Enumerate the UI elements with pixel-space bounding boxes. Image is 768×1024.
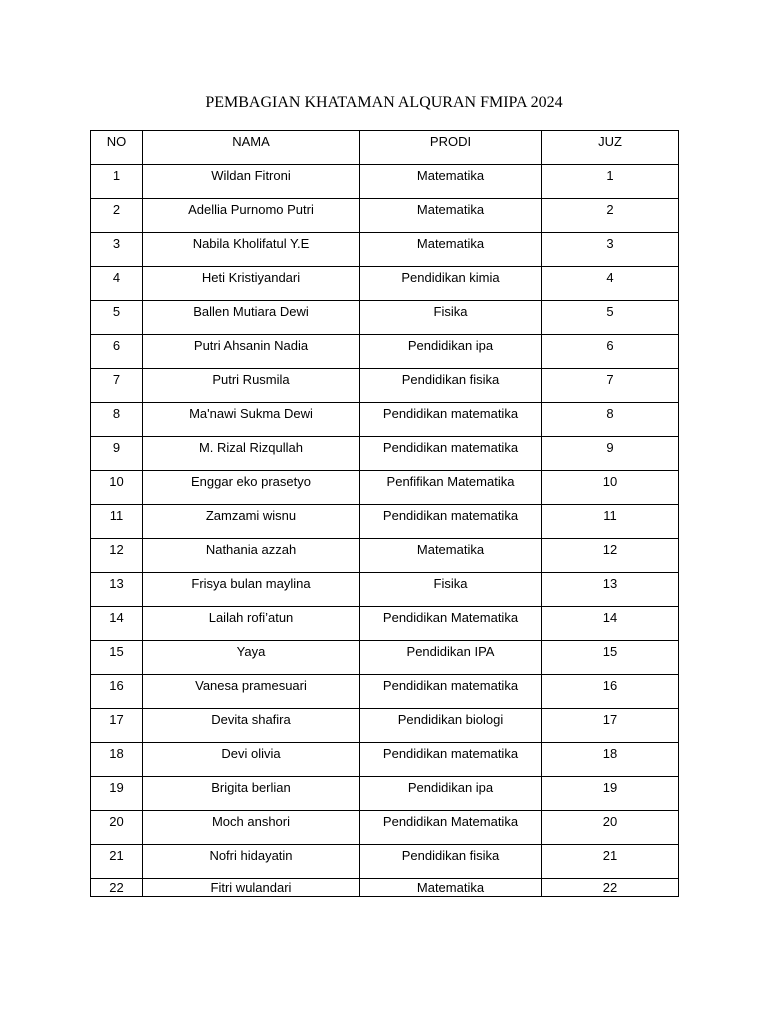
- cell-juz: 9: [542, 437, 679, 471]
- cell-no: 10: [91, 471, 143, 505]
- cell-nama: Ballen Mutiara Dewi: [143, 301, 360, 335]
- cell-juz: 3: [542, 233, 679, 267]
- cell-nama: Moch anshori: [143, 811, 360, 845]
- cell-nama: Putri Rusmila: [143, 369, 360, 403]
- table-row: [91, 539, 679, 573]
- cell-prodi: Fisika: [360, 301, 542, 335]
- cell-no: 2: [91, 199, 143, 233]
- cell-prodi: Pendidikan matematika: [360, 675, 542, 709]
- cell-prodi: Pendidikan ipa: [360, 777, 542, 811]
- cell-juz: 15: [542, 641, 679, 675]
- cell-no: 6: [91, 335, 143, 369]
- table-row: [91, 879, 679, 897]
- table-body: [91, 165, 679, 897]
- table-row: [91, 437, 679, 471]
- column-header-prodi: PRODI: [360, 131, 542, 165]
- cell-juz: 2: [542, 199, 679, 233]
- cell-juz: 6: [542, 335, 679, 369]
- cell-no: 4: [91, 267, 143, 301]
- table-row: [91, 845, 679, 879]
- table-row: [91, 335, 679, 369]
- khataman-table: [90, 130, 679, 897]
- cell-prodi: Pendidikan IPA: [360, 641, 542, 675]
- cell-juz: 19: [542, 777, 679, 811]
- table-row: [91, 709, 679, 743]
- cell-no: 21: [91, 845, 143, 879]
- cell-prodi: Pendidikan fisika: [360, 845, 542, 879]
- table-row: [91, 743, 679, 777]
- cell-prodi: Fisika: [360, 573, 542, 607]
- cell-nama: M. Rizal Rizqullah: [143, 437, 360, 471]
- table-row: [91, 675, 679, 709]
- cell-prodi: Pendidikan fisika: [360, 369, 542, 403]
- table-row: [91, 199, 679, 233]
- cell-no: 13: [91, 573, 143, 607]
- cell-no: 18: [91, 743, 143, 777]
- cell-prodi: Pendidikan matematika: [360, 505, 542, 539]
- column-header-no: NO: [91, 131, 143, 165]
- cell-juz: 22: [542, 879, 679, 897]
- cell-nama: Devita shafira: [143, 709, 360, 743]
- cell-no: 19: [91, 777, 143, 811]
- cell-no: 17: [91, 709, 143, 743]
- table-row: [91, 573, 679, 607]
- cell-nama: Ma'nawi Sukma Dewi: [143, 403, 360, 437]
- table-row: [91, 267, 679, 301]
- cell-nama: Devi olivia: [143, 743, 360, 777]
- cell-nama: Lailah rofi’atun: [143, 607, 360, 641]
- cell-nama: Heti Kristiyandari: [143, 267, 360, 301]
- cell-prodi: Pendidikan ipa: [360, 335, 542, 369]
- cell-juz: 16: [542, 675, 679, 709]
- cell-prodi: Pendidikan Matematika: [360, 607, 542, 641]
- table-row: [91, 233, 679, 267]
- cell-no: 9: [91, 437, 143, 471]
- cell-no: 14: [91, 607, 143, 641]
- cell-juz: 4: [542, 267, 679, 301]
- cell-juz: 14: [542, 607, 679, 641]
- table-row: [91, 505, 679, 539]
- cell-juz: 5: [542, 301, 679, 335]
- table-row: [91, 471, 679, 505]
- cell-juz: 17: [542, 709, 679, 743]
- cell-no: 22: [91, 879, 143, 897]
- document-title: PEMBAGIAN KHATAMAN ALQURAN FMIPA 2024: [205, 94, 563, 111]
- cell-juz: 13: [542, 573, 679, 607]
- cell-no: 1: [91, 165, 143, 199]
- cell-nama: Adellia Purnomo Putri: [143, 199, 360, 233]
- cell-nama: Fitri wulandari: [143, 879, 360, 897]
- cell-nama: Wildan Fitroni: [143, 165, 360, 199]
- table-row: [91, 607, 679, 641]
- cell-juz: 7: [542, 369, 679, 403]
- cell-juz: 12: [542, 539, 679, 573]
- cell-nama: Vanesa pramesuari: [143, 675, 360, 709]
- table-header-row: [91, 131, 679, 165]
- cell-juz: 1: [542, 165, 679, 199]
- cell-juz: 18: [542, 743, 679, 777]
- table-row: [91, 301, 679, 335]
- cell-juz: 8: [542, 403, 679, 437]
- cell-nama: Nathania azzah: [143, 539, 360, 573]
- cell-no: 16: [91, 675, 143, 709]
- cell-no: 11: [91, 505, 143, 539]
- cell-juz: 21: [542, 845, 679, 879]
- cell-nama: Frisya bulan maylina: [143, 573, 360, 607]
- column-header-juz: JUZ: [542, 131, 679, 165]
- cell-nama: Brigita berlian: [143, 777, 360, 811]
- cell-prodi: Pendidikan matematika: [360, 743, 542, 777]
- cell-juz: 10: [542, 471, 679, 505]
- cell-prodi: Pendidikan biologi: [360, 709, 542, 743]
- cell-nama: Nofri hidayatin: [143, 845, 360, 879]
- cell-no: 5: [91, 301, 143, 335]
- cell-no: 15: [91, 641, 143, 675]
- cell-no: 12: [91, 539, 143, 573]
- cell-juz: 11: [542, 505, 679, 539]
- cell-prodi: Pendidikan Matematika: [360, 811, 542, 845]
- table-row: [91, 641, 679, 675]
- cell-juz: 20: [542, 811, 679, 845]
- cell-prodi: Penfifikan Matematika: [360, 471, 542, 505]
- table-row: [91, 777, 679, 811]
- cell-prodi: Pendidikan kimia: [360, 267, 542, 301]
- cell-prodi: Matematika: [360, 539, 542, 573]
- cell-prodi: Pendidikan matematika: [360, 403, 542, 437]
- cell-nama: Nabila Kholifatul Y.E: [143, 233, 360, 267]
- cell-prodi: Matematika: [360, 199, 542, 233]
- cell-no: 8: [91, 403, 143, 437]
- cell-nama: Zamzami wisnu: [143, 505, 360, 539]
- cell-prodi: Matematika: [360, 165, 542, 199]
- table-row: [91, 403, 679, 437]
- table-row: [91, 165, 679, 199]
- cell-no: 7: [91, 369, 143, 403]
- cell-nama: Putri Ahsanin Nadia: [143, 335, 360, 369]
- cell-no: 3: [91, 233, 143, 267]
- cell-prodi: Pendidikan matematika: [360, 437, 542, 471]
- cell-prodi: Matematika: [360, 879, 542, 897]
- cell-nama: Yaya: [143, 641, 360, 675]
- cell-no: 20: [91, 811, 143, 845]
- column-header-nama: NAMA: [143, 131, 360, 165]
- cell-nama: Enggar eko prasetyo: [143, 471, 360, 505]
- table-row: [91, 811, 679, 845]
- cell-prodi: Matematika: [360, 233, 542, 267]
- table-row: [91, 369, 679, 403]
